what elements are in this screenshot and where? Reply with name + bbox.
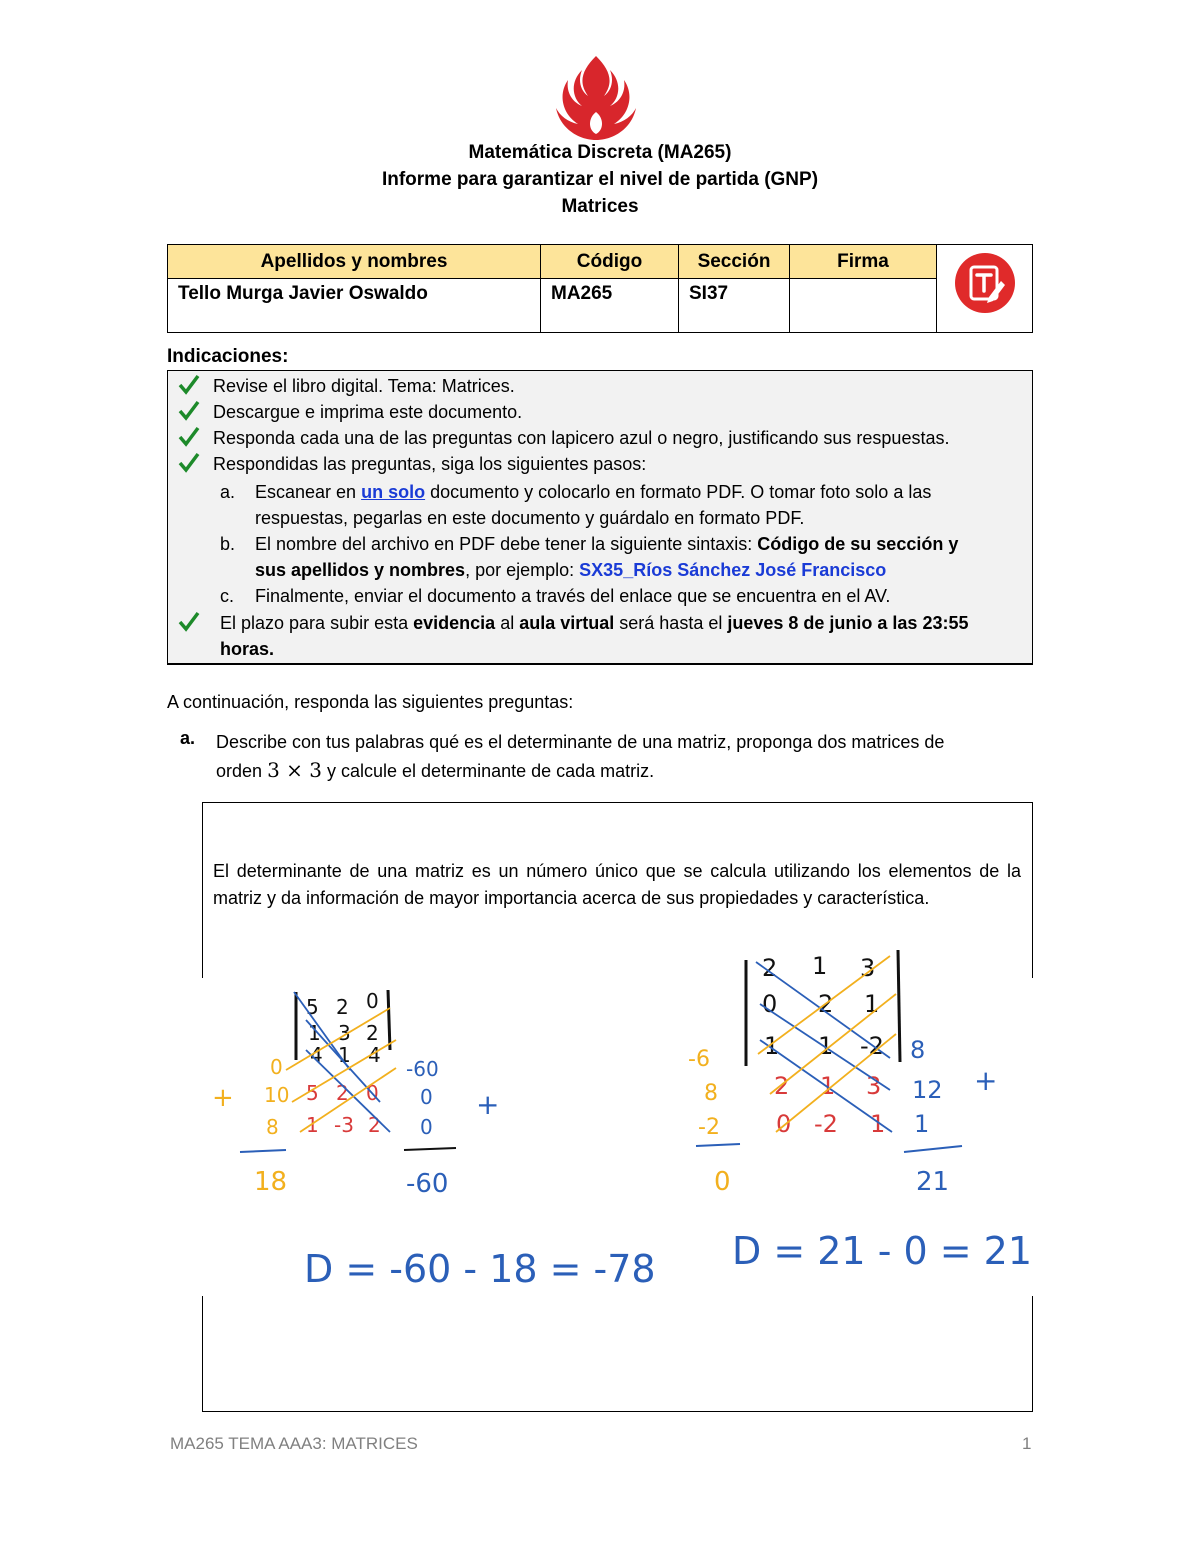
m2-r2c1: 0 bbox=[762, 990, 778, 1018]
step-b-line1 bbox=[255, 531, 958, 557]
sign-icon-cell bbox=[937, 245, 1033, 333]
step-b-bold1: Código de su sección y bbox=[757, 534, 959, 554]
student-info-table bbox=[167, 244, 1033, 333]
deadline-line2 bbox=[220, 636, 274, 662]
deadline-line1 bbox=[220, 610, 968, 636]
handwritten-work bbox=[200, 950, 1040, 1300]
step-c-text: Finalmente, enviar el documento a través del enlace que se encuentra en el AV. bbox=[255, 586, 891, 606]
m2-r1c3: 3 bbox=[860, 954, 876, 982]
step-a-line1 bbox=[255, 479, 1021, 505]
header-section: Sección bbox=[679, 245, 790, 279]
page-number: 1 bbox=[1022, 1434, 1032, 1453]
m2-left-1: -6 bbox=[688, 1047, 710, 1072]
un-solo-link[interactable]: un solo bbox=[361, 482, 426, 502]
m2-r2c3: 1 bbox=[864, 990, 880, 1018]
deadline-t3: será hasta el bbox=[619, 613, 723, 633]
matrix2-bar-right bbox=[898, 950, 900, 1062]
step-c-letter: c. bbox=[220, 586, 235, 606]
m1-r3c2: 1 bbox=[338, 1043, 351, 1067]
m2-left-3: -2 bbox=[698, 1115, 720, 1140]
m1-r2c2: 3 bbox=[338, 1021, 351, 1045]
check-icon bbox=[178, 373, 200, 395]
plus-sign: + bbox=[476, 1088, 500, 1121]
university-logo bbox=[552, 52, 640, 144]
m2-left-sum: 0 bbox=[714, 1167, 731, 1197]
m2-r1c1: 2 bbox=[762, 954, 778, 982]
m1-right-3: 0 bbox=[420, 1115, 433, 1139]
signature-icon[interactable] bbox=[953, 251, 1017, 315]
m2-right-1: 8 bbox=[910, 1036, 926, 1064]
report-title: Informe para garantizar el nivel de partida (GNP) bbox=[381, 169, 819, 190]
topic-title: Matrices bbox=[561, 196, 639, 217]
deadline-b2: aula virtual bbox=[519, 613, 615, 633]
step-a-letter: a. bbox=[220, 482, 236, 502]
check-icon bbox=[178, 425, 200, 447]
check-icon bbox=[178, 399, 200, 421]
m1-left-sum: 18 bbox=[254, 1167, 288, 1197]
m1-rep-r1c3: 0 bbox=[366, 1081, 379, 1105]
header-names: Apellidos y nombres bbox=[168, 245, 541, 279]
step-a-line2: respuestas, pegarlas en este documento y guárdalo en formato PDF. bbox=[255, 508, 805, 528]
m2-rep-r1c1: 2 bbox=[774, 1072, 790, 1100]
m1-r2c3: 2 bbox=[366, 1021, 379, 1045]
matrix1-bar-right bbox=[388, 990, 390, 1050]
m1-result: D = -60 - 18 = -78 bbox=[304, 1247, 656, 1291]
deadline-b4: horas. bbox=[220, 639, 275, 659]
m2-r3c2: 1 bbox=[818, 1032, 834, 1060]
m1-r1c3: 0 bbox=[366, 989, 379, 1013]
m1-right-1: -60 bbox=[406, 1057, 439, 1081]
m2-right-3: 1 bbox=[914, 1110, 930, 1138]
step-a-post: documento y colocarlo en formato PDF. O tomar foto solo a las bbox=[430, 482, 932, 502]
questions-intro: A continuación, responda las siguientes preguntas: bbox=[167, 692, 574, 712]
m2-r1c2: 1 bbox=[812, 952, 828, 980]
filename-example: SX35_Ríos Sánchez José Francisco bbox=[579, 560, 887, 580]
question-a-text bbox=[216, 728, 1032, 785]
check-icon bbox=[178, 610, 200, 632]
m1-r3c3: 4 bbox=[368, 1043, 381, 1067]
student-signature[interactable] bbox=[790, 279, 937, 333]
plus-sign: + bbox=[974, 1064, 998, 1097]
answer-text: El determinante de una matriz es un número único que se calcula utilizando los elementos de la matriz y da información de mayor importancia acerca de sus propiedades y característica. bbox=[213, 861, 1021, 908]
m2-rep-r2c1: 0 bbox=[776, 1110, 792, 1138]
header-code: Código bbox=[541, 245, 679, 279]
footer-title: MA265 TEMA AAA3: MATRICES bbox=[170, 1434, 418, 1453]
indication-3: Responda cada una de las preguntas con lapicero azul o negro, justificando sus respuestas. bbox=[213, 428, 950, 448]
m2-right-2: 12 bbox=[912, 1076, 943, 1104]
student-code: MA265 bbox=[541, 279, 679, 333]
indications-heading: Indicaciones: bbox=[167, 346, 289, 367]
m2-right-sum: 21 bbox=[916, 1167, 950, 1197]
m1-right-sum: -60 bbox=[406, 1169, 449, 1199]
deadline-t2: al bbox=[500, 613, 515, 633]
m1-r3c1: 4 bbox=[310, 1043, 323, 1067]
question-a-line1: Describe con tus palabras qué es el determinante de una matriz, proponga dos matrices de bbox=[216, 732, 945, 752]
deadline-date: jueves 8 de junio a las 23:55 bbox=[727, 613, 969, 633]
indication-2: Descargue e imprima este documento. bbox=[213, 402, 523, 422]
m2-r3c1: 1 bbox=[764, 1032, 780, 1060]
student-section: SI37 bbox=[679, 279, 790, 333]
question-a-post: y calcule el determinante de cada matriz. bbox=[327, 761, 655, 781]
step-a-pre: Escanear en bbox=[255, 482, 357, 502]
m2-r3c3: -2 bbox=[860, 1032, 884, 1060]
check-icon bbox=[178, 451, 200, 473]
header-signature: Firma bbox=[790, 245, 937, 279]
course-title: Matemática Discreta (MA265) bbox=[468, 142, 732, 163]
m1-left-2: 10 bbox=[264, 1083, 290, 1107]
m2-rep-r1c3: 3 bbox=[866, 1072, 882, 1100]
question-a-line2 bbox=[216, 756, 1032, 785]
deadline-b1: evidencia bbox=[413, 613, 496, 633]
m2-rep-r2c2: -2 bbox=[814, 1110, 838, 1138]
m1-r2c1: 1 bbox=[308, 1021, 321, 1045]
indication-4: Respondidas las preguntas, siga los siguientes pasos: bbox=[213, 454, 647, 474]
m1-rep-r2c1: 1 bbox=[306, 1113, 319, 1137]
step-b-mid: , por ejemplo: bbox=[465, 560, 575, 580]
step-b-pre: El nombre del archivo en PDF debe tener la siguiente sintaxis: bbox=[255, 534, 753, 554]
m2-result: D = 21 - 0 = 21 bbox=[732, 1229, 1033, 1273]
step-b-letter: b. bbox=[220, 534, 236, 554]
m1-right-2: 0 bbox=[420, 1085, 433, 1109]
m1-left-3: 8 bbox=[266, 1115, 279, 1139]
student-name: Tello Murga Javier Oswaldo bbox=[168, 279, 541, 333]
plus-sign: + bbox=[212, 1083, 234, 1113]
m1-left-1: 0 bbox=[270, 1055, 283, 1079]
m1-rep-r1c1: 5 bbox=[306, 1081, 319, 1105]
m1-r1c1: 5 bbox=[306, 995, 319, 1019]
m2-r2c2: 2 bbox=[818, 990, 834, 1018]
m1-r1c2: 2 bbox=[336, 995, 349, 1019]
question-a-pre: orden bbox=[216, 761, 263, 781]
m2-left-2: 8 bbox=[704, 1081, 718, 1106]
m1-rep-r2c2: -3 bbox=[334, 1113, 354, 1137]
m1-rep-r1c2: 2 bbox=[336, 1081, 349, 1105]
step-b-line2 bbox=[255, 557, 886, 583]
question-a-letter: a. bbox=[180, 728, 196, 748]
step-b-bold2: sus apellidos y nombres bbox=[255, 560, 466, 580]
m2-rep-r2c3: 1 bbox=[870, 1110, 886, 1138]
m1-rep-r2c3: 2 bbox=[368, 1113, 381, 1137]
m2-rep-r1c2: 1 bbox=[820, 1072, 836, 1100]
deadline-t1: El plazo para subir esta bbox=[220, 613, 409, 633]
indication-1: Revise el libro digital. Tema: Matrices. bbox=[213, 376, 515, 396]
matrix-order: 3 × 3 bbox=[267, 758, 322, 782]
